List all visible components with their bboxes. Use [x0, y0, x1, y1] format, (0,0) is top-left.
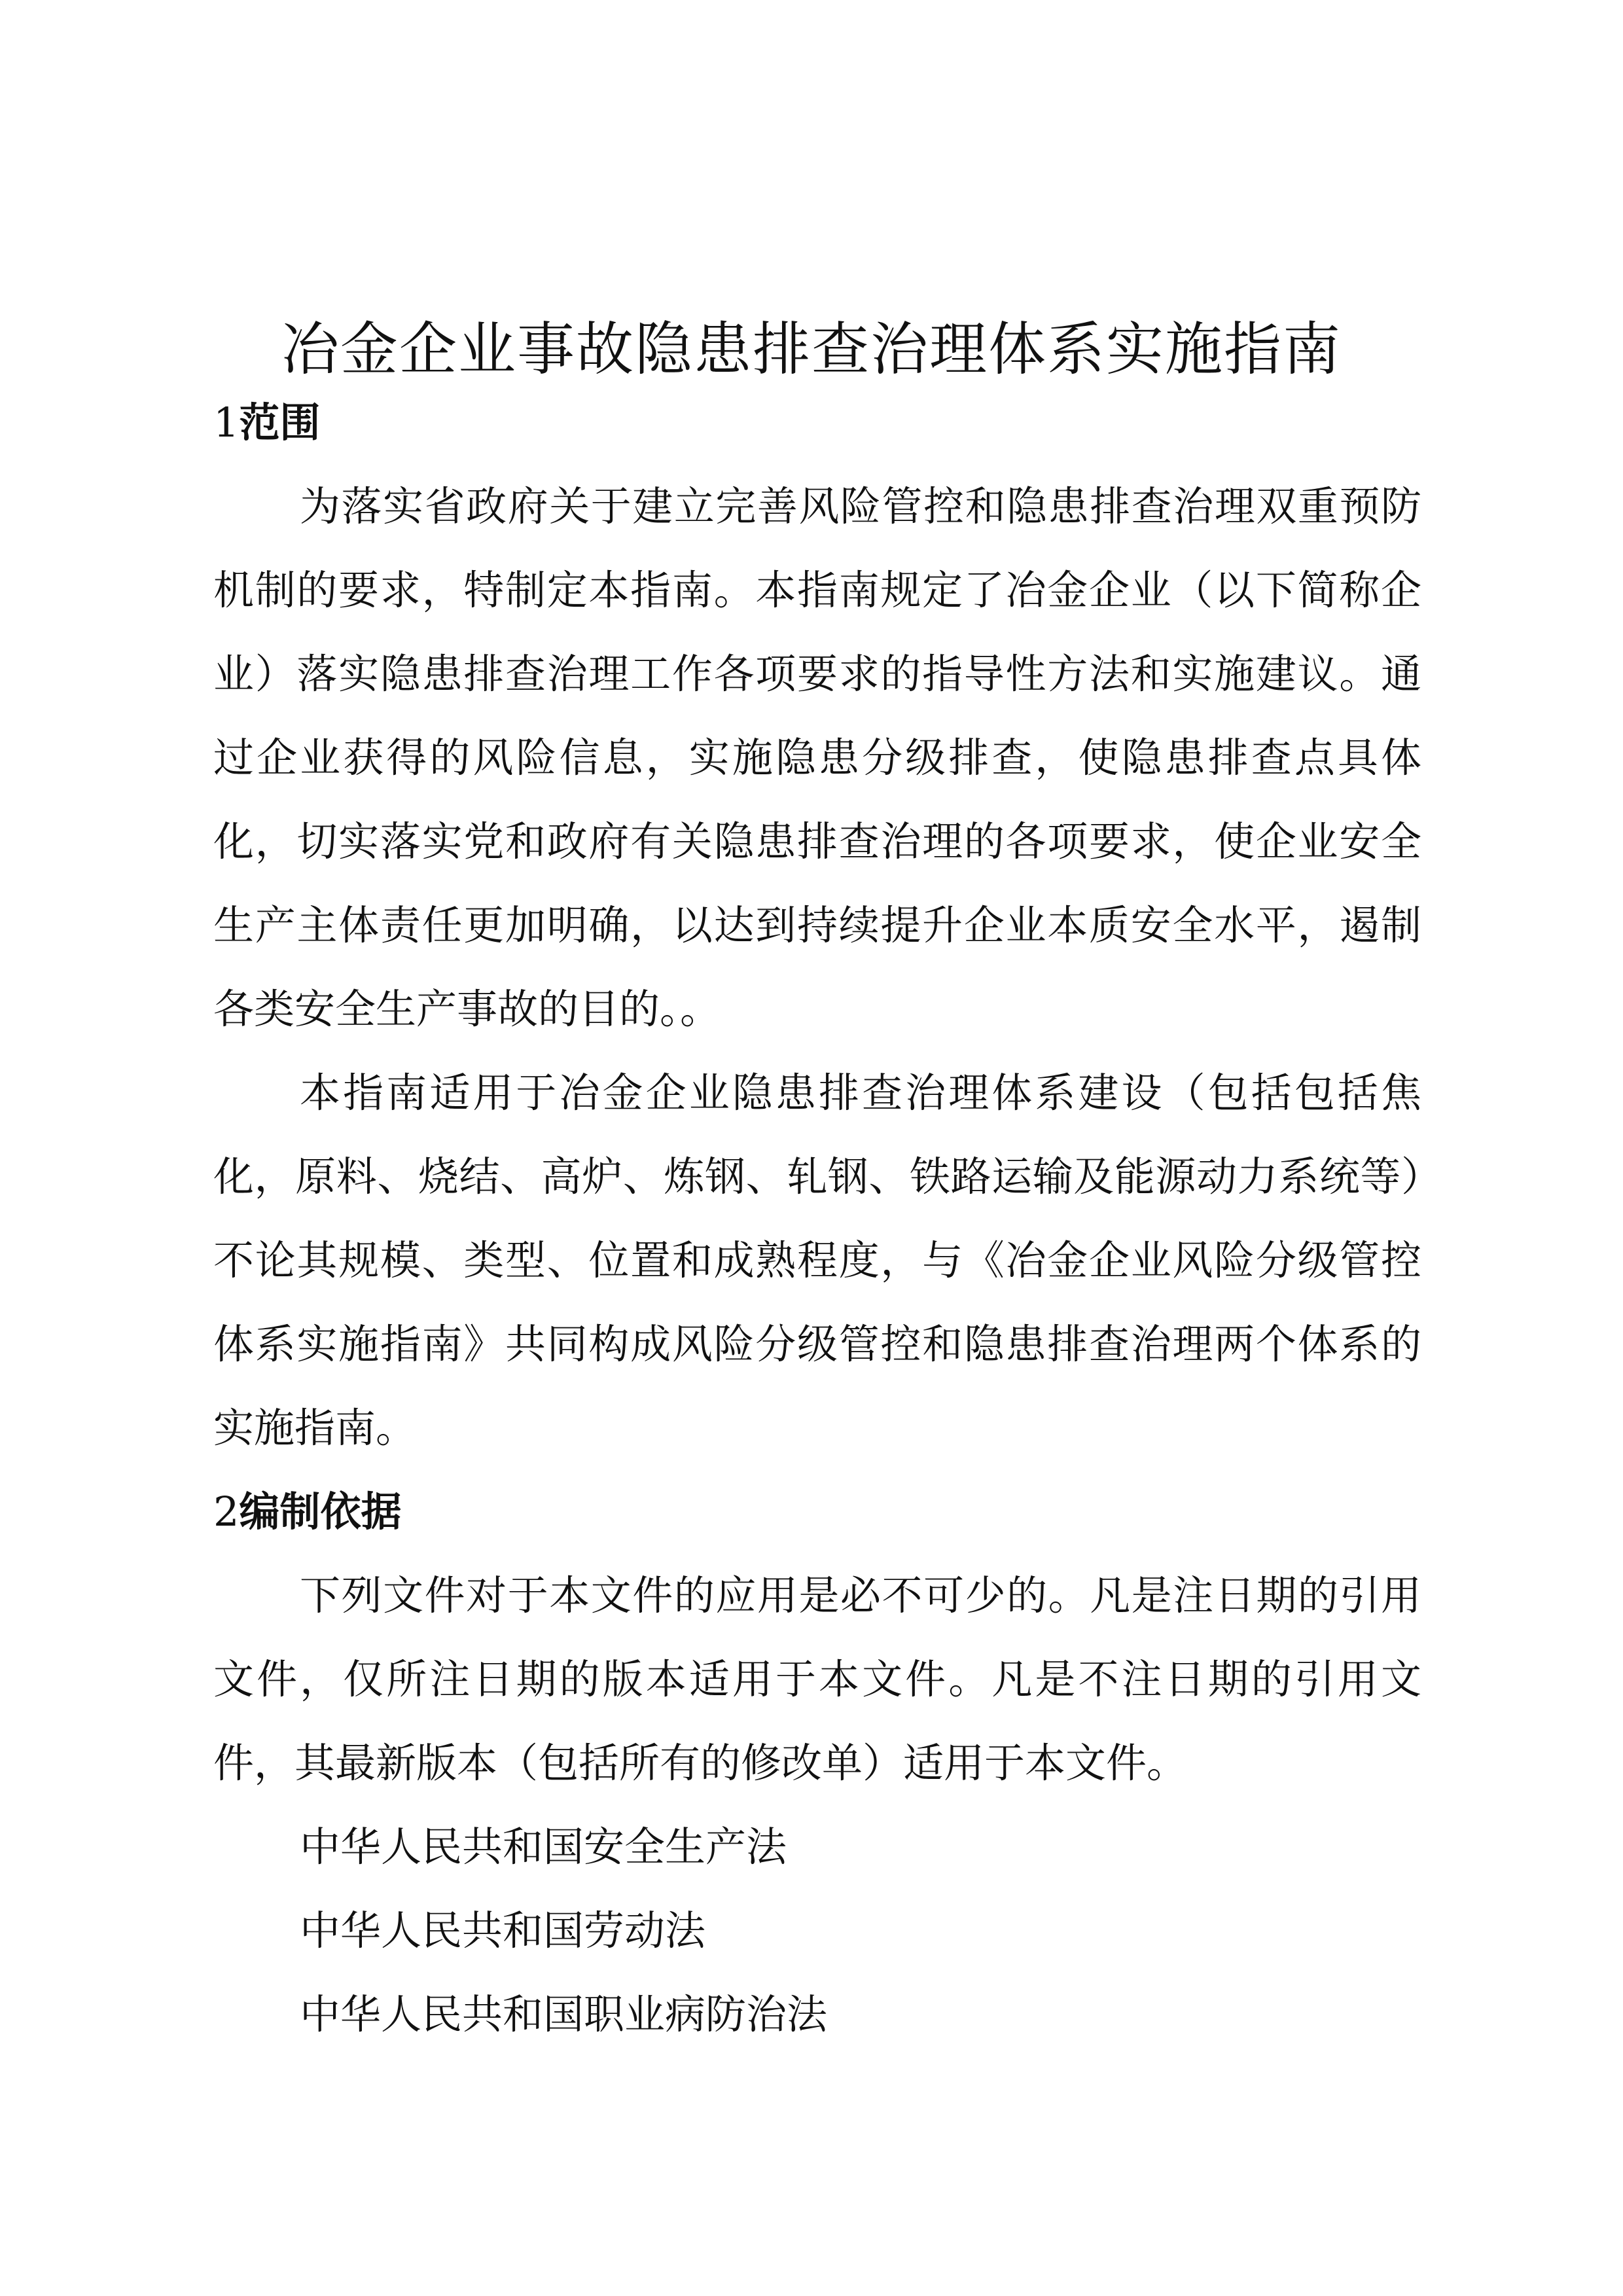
- section-2-number: 2: [213, 1488, 240, 1535]
- section-2-title: 编制依据: [239, 1488, 402, 1535]
- section-1-number: 1: [213, 399, 240, 446]
- section-2-paragraph-1: 下列文件对于本文件的应用是必不可少的。凡是注日期的引用文件，仅所注日期的版本适用于本文件。凡是不注日期的引用文件，其最新版本（包括所有的修改单）适用于本文件。: [213, 1571, 1421, 1787]
- reference-item: 中华人民共和国安全生产法: [300, 1823, 787, 1871]
- section-1-paragraph-2: 本指南适用于冶金企业隐患排查治理体系建设（包括包括焦化，原料、烧结、高炉、炼钢、轧钢、铁路运输及能源动力系统等）不论其规模、类型、位置和成熟程度，与《冶金企业风险分级管控体系实施指南》共同构成风险分级管控和隐患排查治理两个体系的实施指南。: [213, 1069, 1421, 1452]
- section-1-paragraph-1: 为落实省政府关于建立完善风险管控和隐患排查治理双重预防机制的要求，特制定本指南。本指南规定了冶金企业（以下简称企业）落实隐患排查治理工作各项要求的指导性方法和实施建议。通过企业获得的风险信息，实施隐患分级排查，使隐患排查点具体化，切实落实党和政府有关隐患排查治理的各项要求，使企业安全生产主体责任更加明确，以达到持续提升企业本质安全水平，遏制各类安全生产事故的目的。。: [213, 482, 1421, 1033]
- section-1-title: 范围: [239, 399, 321, 446]
- document-title: 冶金企业事故隐患排查治理体系实施指南: [281, 315, 1342, 383]
- reference-item: 中华人民共和国劳动法: [300, 1907, 706, 1954]
- reference-item: 中华人民共和国职业病防治法: [300, 1990, 828, 2038]
- section-1-heading: [213, 381, 1421, 465]
- section-2-heading: [213, 1470, 1421, 1554]
- document-body: [213, 381, 1421, 2056]
